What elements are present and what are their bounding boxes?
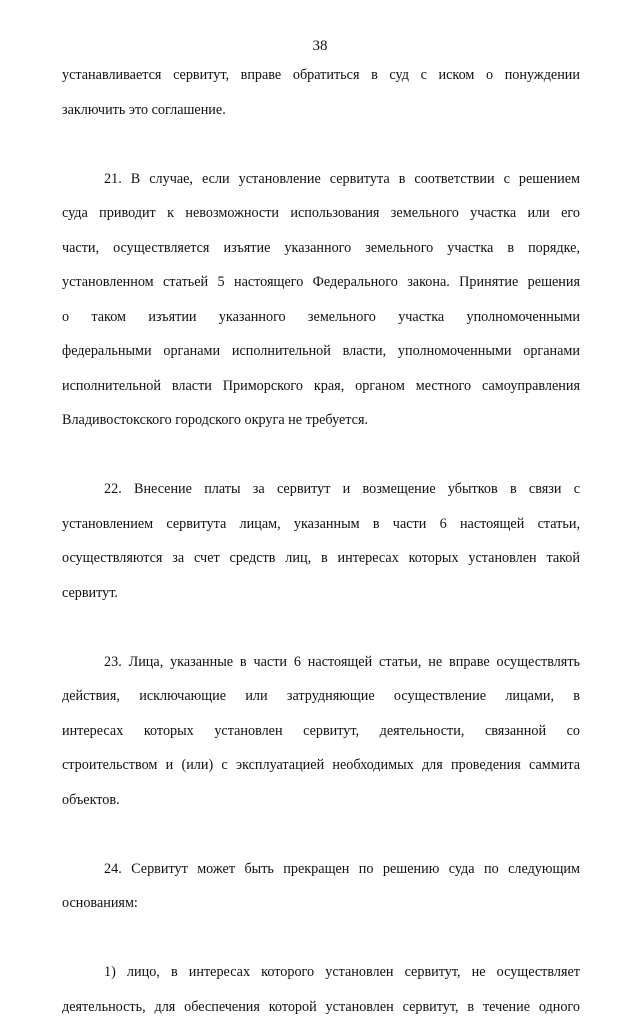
text-line: 1) лицо, в интересах которого установлен сервитут, не осуществляет xyxy=(62,955,580,990)
text-line: интересах которых установлен сервитут, деятельности, связанной со xyxy=(62,714,580,749)
text-line: основаниям: xyxy=(62,886,580,921)
text-line: объектов. xyxy=(62,783,580,818)
paragraph-gap xyxy=(62,610,580,645)
text-line: федеральными органами исполнительной власти, уполномоченными органами xyxy=(62,334,580,369)
paragraph-gap xyxy=(62,127,580,162)
text-line: о таком изъятии указанного земельного участка уполномоченными xyxy=(62,300,580,335)
text-line: устанавливается сервитут, вправе обратиться в суд с иском о понуждении xyxy=(62,58,580,93)
paragraph-gap xyxy=(62,921,580,956)
text-line: 22. Внесение платы за сервитут и возмещение убытков в связи с xyxy=(62,472,580,507)
text-line: действия, исключающие или затрудняющие осуществление лицами, в xyxy=(62,679,580,714)
text-line: 23. Лица, указанные в части 6 настоящей статьи, не вправе осуществлять xyxy=(62,645,580,680)
document-body xyxy=(62,58,580,1024)
page-number: 38 xyxy=(0,36,640,56)
paragraph-gap xyxy=(62,817,580,852)
text-line: части, осуществляется изъятие указанного земельного участка в порядке, xyxy=(62,231,580,266)
text-line: 21. В случае, если установление сервитута в соответствии с решением xyxy=(62,162,580,197)
text-line: суда приводит к невозможности использования земельного участка или его xyxy=(62,196,580,231)
text-line: осуществляются за счет средств лиц, в интересах которых установлен такой xyxy=(62,541,580,576)
text-line: сервитут. xyxy=(62,576,580,611)
text-line: установленном статьей 5 настоящего Федерального закона. Принятие решения xyxy=(62,265,580,300)
text-line: Владивостокского городского округа не требуется. xyxy=(62,403,580,438)
text-line: строительством и (или) с эксплуатацией необходимых для проведения саммита xyxy=(62,748,580,783)
text-line: 24. Сервитут может быть прекращен по решению суда по следующим xyxy=(62,852,580,887)
text-line: исполнительной власти Приморского края, органом местного самоуправления xyxy=(62,369,580,404)
text-line: установлением сервитута лицам, указанным в части 6 настоящей статьи, xyxy=(62,507,580,542)
text-line: заключить это соглашение. xyxy=(62,93,580,128)
paragraph-gap xyxy=(62,438,580,473)
text-line: деятельность, для обеспечения которой установлен сервитут, в течение одного xyxy=(62,990,580,1024)
